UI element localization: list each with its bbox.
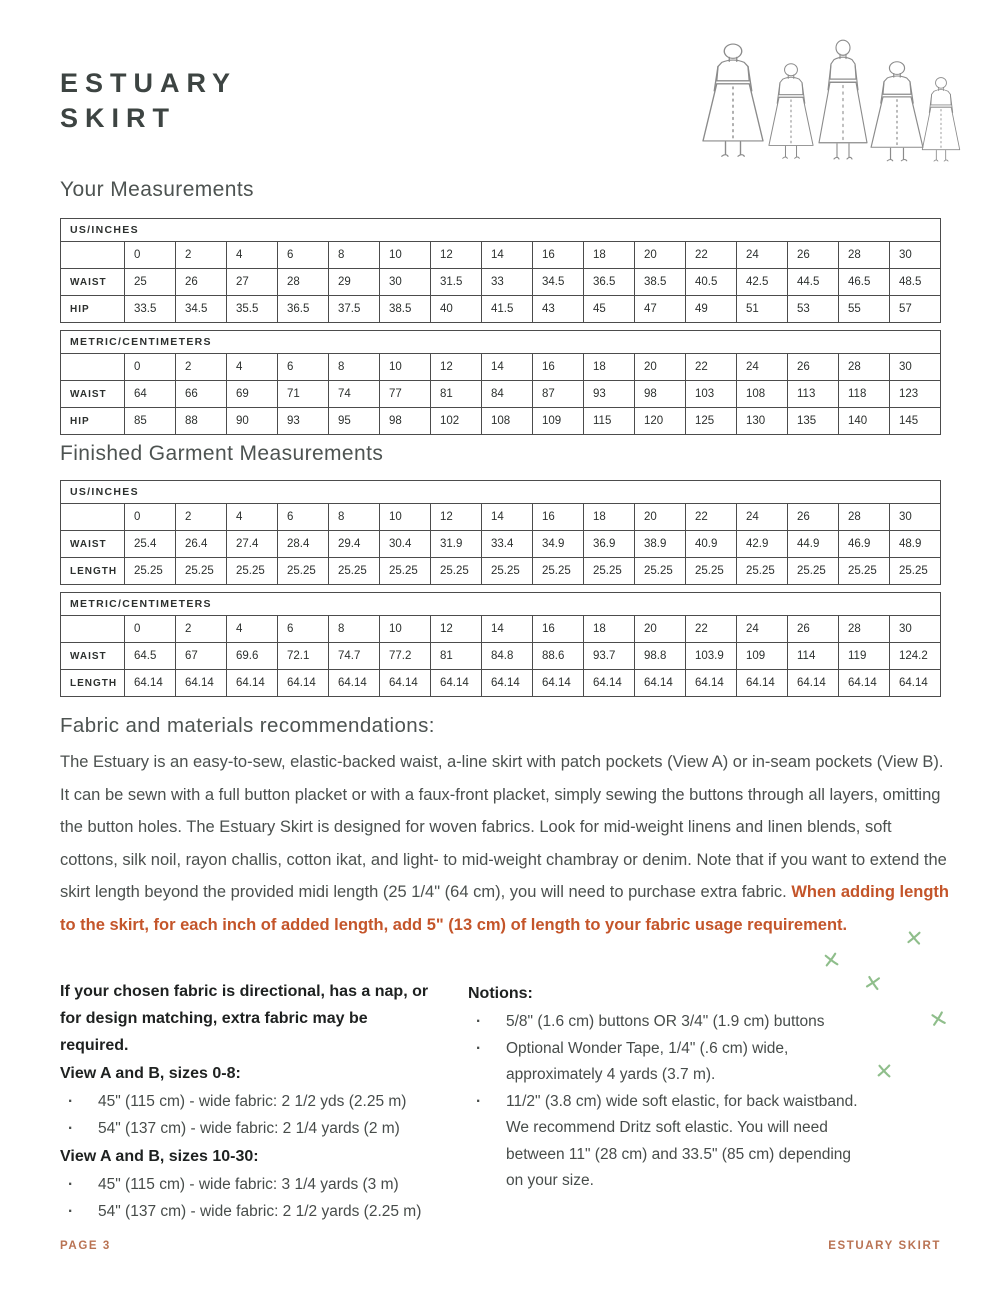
measurement-value-cell: 64.14: [482, 670, 533, 697]
measurement-value-cell: 102: [431, 408, 482, 435]
green-x-mark-icon: [930, 1010, 947, 1027]
size-header-cell: 26: [788, 616, 839, 643]
measurement-value-cell: 31.5: [431, 269, 482, 296]
measurement-value-cell: 93: [278, 408, 329, 435]
measurement-value-cell: 72.1: [278, 643, 329, 670]
measurement-value-cell: 108: [737, 381, 788, 408]
measurement-value-cell: 71: [278, 381, 329, 408]
directional-fabric-note: If your chosen fabric is directional, has a nap, or for design matching, extra fabric may be required.: [60, 983, 429, 1054]
measurement-value-cell: 46.9: [839, 531, 890, 558]
bullet-text: 5/8" (1.6 cm) buttons OR 3/4" (1.9 cm) buttons: [506, 1013, 825, 1030]
measurement-value-cell: 125: [686, 408, 737, 435]
measurement-value-cell: 26.4: [176, 531, 227, 558]
measurement-value-cell: 69: [227, 381, 278, 408]
bullet-item: [60, 1172, 440, 1199]
bullet-dot: ·: [68, 1176, 74, 1193]
size-header-cell: 20: [635, 616, 686, 643]
unit-label: US/INCHES: [61, 481, 941, 504]
measurement-value-cell: 48.9: [890, 531, 941, 558]
measurement-value-cell: 64.14: [380, 670, 431, 697]
measurement-value-cell: 123: [890, 381, 941, 408]
green-x-mark-icon: [876, 1062, 892, 1078]
measurement-value-cell: 28: [278, 269, 329, 296]
measurement-value-cell: 145: [890, 408, 941, 435]
measurement-value-cell: 77.2: [380, 643, 431, 670]
measurement-value-cell: 25.25: [890, 558, 941, 585]
unit-label: METRIC/CENTIMETERS: [61, 593, 941, 616]
size-header-cell: 8: [329, 242, 380, 269]
size-header-cell: 28: [839, 242, 890, 269]
measurement-value-cell: 103: [686, 381, 737, 408]
size-header-cell: 18: [584, 354, 635, 381]
size-row-spacer: [61, 354, 125, 381]
body-measurements-table-inches: [60, 218, 941, 323]
size-header-cell: 16: [533, 616, 584, 643]
size-header-cell: 8: [329, 354, 380, 381]
measurement-value-cell: 64: [125, 381, 176, 408]
measurement-value-cell: 130: [737, 408, 788, 435]
size-header-cell: 8: [329, 504, 380, 531]
yardage-list-sizes-10-30: [60, 1172, 440, 1225]
size-header-cell: 8: [329, 616, 380, 643]
measurement-value-cell: 29.4: [329, 531, 380, 558]
bullet-dot: ·: [68, 1119, 74, 1137]
unit-label: METRIC/CENTIMETERS: [61, 331, 941, 354]
page-footer: [60, 1240, 941, 1252]
bullet-text: 54" (137 cm) - wide fabric: 2 1/2 yards (2.25 m): [98, 1202, 422, 1220]
measurement-value-cell: 30: [380, 269, 431, 296]
size-header-cell: 30: [890, 354, 941, 381]
measurement-value-cell: 25.25: [431, 558, 482, 585]
fabric-recommendations-paragraph: [60, 746, 950, 942]
bullet-item: [60, 1089, 440, 1116]
size-header-cell: 6: [278, 616, 329, 643]
measurement-value-cell: 30.4: [380, 531, 431, 558]
measurement-value-cell: 27: [227, 269, 278, 296]
measurement-value-cell: 40.5: [686, 269, 737, 296]
size-header-cell: 10: [380, 242, 431, 269]
measurement-value-cell: 64.14: [890, 670, 941, 697]
measurement-value-cell: 64.14: [737, 670, 788, 697]
bullet-dot: ·: [476, 1039, 482, 1057]
unit-label-row: [61, 331, 941, 354]
measurement-value-cell: 119: [839, 643, 890, 670]
measurement-value-cell: 84: [482, 381, 533, 408]
measurement-value-cell: 42.9: [737, 531, 788, 558]
size-header-row: [61, 354, 941, 381]
size-header-cell: 24: [737, 504, 788, 531]
measurement-value-cell: 98: [380, 408, 431, 435]
measurement-value-cell: 25.25: [329, 558, 380, 585]
measurement-value-cell: 88: [176, 408, 227, 435]
size-header-cell: 22: [686, 354, 737, 381]
section-heading-your-measurements: Your Measurements: [60, 178, 254, 201]
measurement-value-cell: 90: [227, 408, 278, 435]
measurement-value-cell: 38.5: [380, 296, 431, 323]
size-header-cell: 2: [176, 616, 227, 643]
size-header-cell: 14: [482, 242, 533, 269]
measurement-value-cell: 34.5: [533, 269, 584, 296]
bullet-text: 11/2" (3.8 cm) wide soft elastic, for back waistband. We recommend Dritz soft elastic. You will need between 11" (28 cm) and 33.5" (85 cm) depending on your size.: [506, 1092, 858, 1189]
measurement-value-cell: 38.5: [635, 269, 686, 296]
measurement-value-cell: 57: [890, 296, 941, 323]
size-header-cell: 2: [176, 354, 227, 381]
unit-label-row: [61, 481, 941, 504]
measurement-value-cell: 25.25: [278, 558, 329, 585]
measurement-value-cell: 81: [431, 643, 482, 670]
unit-label-row: [61, 219, 941, 242]
measurement-value-cell: 64.14: [635, 670, 686, 697]
title-line-2: SKIRT: [60, 103, 176, 133]
measurement-value-cell: 64.14: [533, 670, 584, 697]
size-header-cell: 10: [380, 616, 431, 643]
measurement-value-cell: 25.25: [788, 558, 839, 585]
size-header-cell: 18: [584, 242, 635, 269]
measurement-value-cell: 29: [329, 269, 380, 296]
size-header-cell: 20: [635, 504, 686, 531]
size-header-cell: 14: [482, 504, 533, 531]
measurement-value-cell: 109: [737, 643, 788, 670]
bullet-text: Optional Wonder Tape, 1/4" (.6 cm) wide, approximately 4 yards (3.7 m).: [506, 1039, 789, 1083]
measurement-value-cell: 44.5: [788, 269, 839, 296]
size-header-cell: 4: [227, 504, 278, 531]
measurement-value-cell: 25.25: [125, 558, 176, 585]
bullet-dot: ·: [476, 1092, 482, 1110]
size-header-cell: 18: [584, 504, 635, 531]
measurement-value-cell: 64.14: [278, 670, 329, 697]
size-header-cell: 2: [176, 242, 227, 269]
size-header-cell: 30: [890, 504, 941, 531]
measurement-value-cell: 42.5: [737, 269, 788, 296]
measurement-value-cell: 53: [788, 296, 839, 323]
unit-label: US/INCHES: [61, 219, 941, 242]
measurement-value-cell: 25.25: [737, 558, 788, 585]
measurement-value-cell: 34.5: [176, 296, 227, 323]
bullet-item: [468, 1036, 868, 1089]
measurement-value-cell: 48.5: [890, 269, 941, 296]
measurement-value-cell: 81: [431, 381, 482, 408]
measurement-value-cell: 74.7: [329, 643, 380, 670]
size-header-cell: 30: [890, 616, 941, 643]
title-line-1: ESTUARY: [60, 68, 238, 98]
measurement-value-cell: 25: [125, 269, 176, 296]
measurement-value-cell: 35.5: [227, 296, 278, 323]
size-header-cell: 6: [278, 504, 329, 531]
measurement-value-cell: 25.25: [176, 558, 227, 585]
measurement-value-cell: 120: [635, 408, 686, 435]
size-header-cell: 24: [737, 354, 788, 381]
size-header-cell: 6: [278, 354, 329, 381]
measurement-value-cell: 25.25: [584, 558, 635, 585]
measurement-value-cell: 69.6: [227, 643, 278, 670]
measurement-row: [61, 558, 941, 585]
size-header-cell: 30: [890, 242, 941, 269]
bullet-text: 54" (137 cm) - wide fabric: 2 1/4 yards (2 m): [98, 1119, 400, 1137]
fabric-paragraph-body: The Estuary is an easy-to-sew, elastic-backed waist, a-line skirt with patch pockets (View A) or in-seam pockets (View B). It can be sewn with a full button placket or with a faux-front placket, simply sewing the buttons through all layers, omitting the button holes. The Estuary Skirt is designed for woven fabrics. Look for mid-weight linens and linen blends, soft cottons, silk noil, rayon challis, cotton ikat, and light- to mid-weight chambray or denim. Note that if you want to extend the skirt length beyond the provided midi length (25 1/4" (64 cm), you will need to purchase extra fabric.: [60, 753, 947, 902]
section-heading-finished-garment: Finished Garment Measurements: [60, 442, 384, 465]
measurement-value-cell: 36.9: [584, 531, 635, 558]
measurement-value-cell: 28.4: [278, 531, 329, 558]
size-header-cell: 10: [380, 504, 431, 531]
notions-column: [468, 979, 868, 1197]
size-header-cell: 6: [278, 242, 329, 269]
size-header-cell: 12: [431, 504, 482, 531]
measurement-value-cell: 34.9: [533, 531, 584, 558]
green-x-mark-icon: [906, 929, 923, 946]
measurement-value-cell: 36.5: [278, 296, 329, 323]
measurement-value-cell: 108: [482, 408, 533, 435]
unit-label-row: [61, 593, 941, 616]
measurement-value-cell: 25.4: [125, 531, 176, 558]
measurement-value-cell: 64.14: [227, 670, 278, 697]
size-header-cell: 4: [227, 616, 278, 643]
size-header-cell: 14: [482, 616, 533, 643]
measurement-value-cell: 43: [533, 296, 584, 323]
bullet-text: 45" (115 cm) - wide fabric: 3 1/4 yards (3 m): [98, 1176, 399, 1193]
green-x-mark-icon: [864, 973, 882, 991]
notions-heading: Notions:: [468, 985, 533, 1002]
bullet-text: 45" (115 cm) - wide fabric: 2 1/2 yds (2.25 m): [98, 1093, 407, 1110]
measurement-value-cell: 64.14: [788, 670, 839, 697]
bullet-dot: ·: [68, 1093, 74, 1110]
measurement-row: [61, 531, 941, 558]
size-header-cell: 22: [686, 616, 737, 643]
size-header-cell: 20: [635, 242, 686, 269]
size-header-cell: 26: [788, 504, 839, 531]
size-header-cell: 10: [380, 354, 431, 381]
measurement-value-cell: 64.14: [125, 670, 176, 697]
measurement-row-label: HIP: [61, 296, 125, 323]
measurement-value-cell: 64.5: [125, 643, 176, 670]
measurement-value-cell: 26: [176, 269, 227, 296]
measurement-row-label: WAIST: [61, 643, 125, 670]
measurement-value-cell: 33: [482, 269, 533, 296]
size-header-cell: 12: [431, 354, 482, 381]
size-header-cell: 28: [839, 504, 890, 531]
measurement-value-cell: 64.14: [176, 670, 227, 697]
size-header-cell: 16: [533, 242, 584, 269]
size-header-cell: 14: [482, 354, 533, 381]
measurement-value-cell: 25.25: [635, 558, 686, 585]
bullet-item: [60, 1199, 440, 1226]
size-row-spacer: [61, 616, 125, 643]
measurement-row: [61, 408, 941, 435]
measurement-value-cell: 93: [584, 381, 635, 408]
measurement-row-label: LENGTH: [61, 558, 125, 585]
bullet-item: [468, 1009, 868, 1036]
measurement-value-cell: 40: [431, 296, 482, 323]
bullet-dot: ·: [68, 1202, 74, 1220]
measurement-value-cell: 31.9: [431, 531, 482, 558]
measurement-value-cell: 67: [176, 643, 227, 670]
measurement-row: [61, 381, 941, 408]
measurement-value-cell: 103.9: [686, 643, 737, 670]
size-header-cell: 4: [227, 242, 278, 269]
measurement-value-cell: 49: [686, 296, 737, 323]
page-title: [60, 66, 237, 136]
measurement-value-cell: 64.14: [839, 670, 890, 697]
measurement-value-cell: 88.6: [533, 643, 584, 670]
measurement-value-cell: 27.4: [227, 531, 278, 558]
bullet-dot: ·: [476, 1013, 482, 1030]
size-header-cell: 16: [533, 504, 584, 531]
measurement-value-cell: 46.5: [839, 269, 890, 296]
measurement-value-cell: 25.25: [533, 558, 584, 585]
measurement-value-cell: 118: [839, 381, 890, 408]
measurement-value-cell: 66: [176, 381, 227, 408]
size-header-cell: 24: [737, 242, 788, 269]
measurement-value-cell: 25.25: [227, 558, 278, 585]
measurement-row: [61, 643, 941, 670]
measurement-row: [61, 296, 941, 323]
section-heading-fabric-recommendations: Fabric and materials recommendations:: [60, 714, 435, 737]
measurement-value-cell: 77: [380, 381, 431, 408]
measurement-value-cell: 44.9: [788, 531, 839, 558]
size-header-cell: 12: [431, 616, 482, 643]
measurement-value-cell: 25.25: [482, 558, 533, 585]
measurement-row: [61, 269, 941, 296]
measurement-value-cell: 140: [839, 408, 890, 435]
size-header-cell: 16: [533, 354, 584, 381]
yardage-group-heading-sizes-10-30: View A and B, sizes 10-30:: [60, 1148, 259, 1165]
measurement-value-cell: 25.25: [380, 558, 431, 585]
measurement-value-cell: 98.8: [635, 643, 686, 670]
size-header-cell: 12: [431, 242, 482, 269]
measurement-value-cell: 74: [329, 381, 380, 408]
measurement-value-cell: 98: [635, 381, 686, 408]
size-header-row: [61, 242, 941, 269]
measurement-value-cell: 115: [584, 408, 635, 435]
measurement-value-cell: 109: [533, 408, 584, 435]
yardage-list-sizes-0-8: [60, 1089, 440, 1142]
size-header-cell: 4: [227, 354, 278, 381]
measurement-value-cell: 84.8: [482, 643, 533, 670]
measurement-value-cell: 33.5: [125, 296, 176, 323]
size-header-cell: 18: [584, 616, 635, 643]
size-range-figures-illustration: [693, 38, 961, 164]
measurement-value-cell: 25.25: [839, 558, 890, 585]
measurement-value-cell: 38.9: [635, 531, 686, 558]
measurement-row: [61, 670, 941, 697]
measurement-value-cell: 124.2: [890, 643, 941, 670]
measurement-value-cell: 51: [737, 296, 788, 323]
fabric-length-warning-highlight: When adding length to the skirt, for each inch of added length, add 5" (13 cm) of length to your fabric usage requirement.: [60, 883, 949, 934]
measurement-value-cell: 64.14: [431, 670, 482, 697]
size-header-row: [61, 504, 941, 531]
measurement-value-cell: 55: [839, 296, 890, 323]
size-row-spacer: [61, 504, 125, 531]
size-header-cell: 26: [788, 354, 839, 381]
footer-page-number: PAGE 3: [60, 1240, 111, 1252]
measurement-row-label: HIP: [61, 408, 125, 435]
bullet-item: [468, 1089, 868, 1195]
yardage-group-heading-sizes-0-8: View A and B, sizes 0-8:: [60, 1065, 241, 1082]
measurement-value-cell: 64.14: [686, 670, 737, 697]
measurement-value-cell: 33.4: [482, 531, 533, 558]
notions-list: [468, 1009, 868, 1195]
measurement-value-cell: 93.7: [584, 643, 635, 670]
yardage-column: [60, 978, 440, 1227]
size-header-cell: 28: [839, 616, 890, 643]
measurement-value-cell: 41.5: [482, 296, 533, 323]
size-header-cell: 26: [788, 242, 839, 269]
size-header-cell: 28: [839, 354, 890, 381]
measurement-value-cell: 64.14: [584, 670, 635, 697]
size-header-cell: 22: [686, 242, 737, 269]
measurement-value-cell: 36.5: [584, 269, 635, 296]
measurement-value-cell: 87: [533, 381, 584, 408]
size-header-cell: 0: [125, 616, 176, 643]
measurement-value-cell: 95: [329, 408, 380, 435]
measurement-row-label: WAIST: [61, 531, 125, 558]
size-header-cell: 20: [635, 354, 686, 381]
measurement-value-cell: 64.14: [329, 670, 380, 697]
green-x-mark-icon: [823, 951, 839, 967]
body-measurements-table-metric: [60, 330, 941, 435]
size-header-cell: 0: [125, 354, 176, 381]
finished-garment-table-inches: [60, 480, 941, 585]
size-header-cell: 2: [176, 504, 227, 531]
measurement-value-cell: 37.5: [329, 296, 380, 323]
measurement-value-cell: 114: [788, 643, 839, 670]
measurement-row-label: WAIST: [61, 269, 125, 296]
size-header-cell: 0: [125, 242, 176, 269]
footer-pattern-name: ESTUARY SKIRT: [828, 1240, 941, 1252]
measurement-value-cell: 113: [788, 381, 839, 408]
measurement-value-cell: 40.9: [686, 531, 737, 558]
measurement-row-label: WAIST: [61, 381, 125, 408]
size-row-spacer: [61, 242, 125, 269]
bullet-item: [60, 1116, 440, 1143]
measurement-value-cell: 85: [125, 408, 176, 435]
measurement-value-cell: 135: [788, 408, 839, 435]
size-header-row: [61, 616, 941, 643]
finished-garment-table-metric: [60, 592, 941, 697]
size-header-cell: 22: [686, 504, 737, 531]
measurement-row-label: LENGTH: [61, 670, 125, 697]
size-header-cell: 0: [125, 504, 176, 531]
size-header-cell: 24: [737, 616, 788, 643]
measurement-value-cell: 45: [584, 296, 635, 323]
measurement-value-cell: 25.25: [686, 558, 737, 585]
measurement-value-cell: 47: [635, 296, 686, 323]
